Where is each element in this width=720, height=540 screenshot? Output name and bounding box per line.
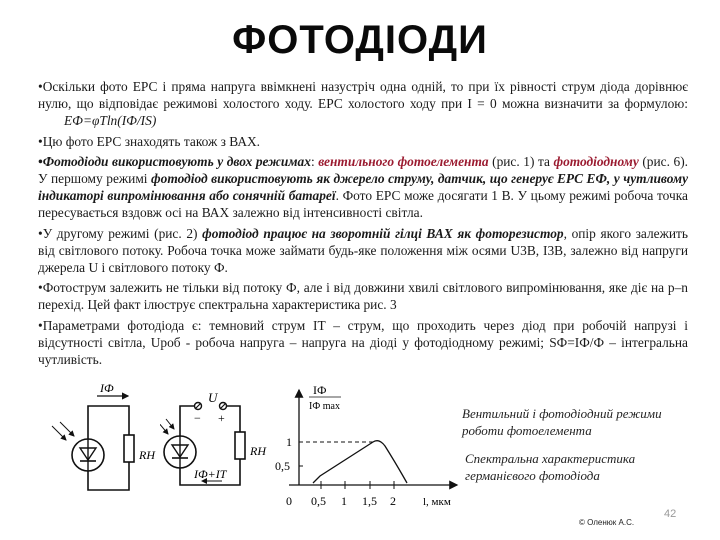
x-tick-05: 0,5: [311, 494, 326, 508]
x-axis-label: l, мкм: [423, 496, 451, 508]
paragraph-open-circuit: [38, 78, 688, 130]
highlight-photodiode-mode: фотодіодному: [553, 153, 639, 169]
y-axis-denominator: IФ max: [309, 401, 340, 412]
load-resistor-label: RН: [139, 448, 155, 462]
x-tick-15: 1,5: [362, 494, 377, 508]
x-tick-0: 0: [286, 494, 292, 508]
paragraph-second-mode: [38, 225, 688, 277]
emphasis-text: фотодіод працює на зворотній гілці ВАХ як фоторезистор: [202, 225, 564, 241]
slide-body: [38, 78, 688, 371]
paragraph-parameters: •Параметрами фотодіода є: темновий струм IT – струм, що проходить через діод при робочій напрузі і відсутності світла, Uроб - робоча напруга – напруга на діоді у фотодіодному режимі; SФ=IФ/Ф – інтегральна чутливість.: [38, 317, 688, 368]
emphasis-text: •Фотодіоди використовують у двох режимах: [38, 153, 311, 169]
page-number: 42: [664, 508, 677, 520]
y-tick-1: 1: [286, 435, 292, 449]
y-tick-05: 0,5: [275, 459, 290, 473]
paragraph-text: (рис. 1) та: [488, 153, 554, 169]
load-resistor-label: RН: [250, 444, 266, 458]
paragraph-text: (рис. 6). У першому режимі: [38, 153, 689, 187]
paragraph-photocurrent: •Фотострум залежить не тільки від потоку Ф, але і від довжини хвилі світлового випромінювання, яке діє на p–n перехід. Цей факт ілюструє спектральна характеристика рис. 3: [38, 280, 688, 313]
paragraph-vax: •Цю фото ЕРС знаходять також з ВАХ.: [38, 133, 261, 149]
x-tick-2: 2: [390, 494, 396, 508]
paragraph-modes: [38, 153, 688, 222]
emphasis-text: фотодіод використовують як джерело струму, датчик, що генерує ЕРС EФ, у чутливому індикаторі випромінювання або сонячній батареї: [38, 171, 689, 204]
photocurrent-label: IФ: [100, 382, 114, 395]
paragraph-text: , опір якого залежить від світлового потоку. Робоча точка може займати будь-яке положення між осями U3В, I3В, залежно від напруги джерела U і світлового потоку Ф.: [38, 225, 688, 276]
plus-terminal: +: [218, 411, 225, 425]
paragraph-text: . Фото ЕРС може досягати 1 В. У цьому режимі робоча точка пересувається вздовж осі на ВАХ залежно від інтенсивності світла.: [38, 188, 689, 221]
total-current-label: IФ+IT: [194, 467, 227, 481]
spectral-characteristic-chart: [275, 380, 465, 515]
x-tick-1: 1: [341, 494, 347, 508]
slide-title: ФОТОДІОДИ: [232, 18, 488, 62]
author-credit: © Оленюк А.С.: [579, 518, 635, 527]
punctuation: :: [310, 153, 319, 169]
caption-modes: Вентильний і фотодіодний режими роботи фотоелемента: [462, 406, 662, 438]
y-axis-numerator: IФ: [313, 383, 327, 397]
minus-terminal: −: [194, 411, 201, 425]
highlight-gate-mode: вентильного фотоелемента: [318, 153, 489, 169]
caption-spectral: Спектральна характеристика германієвого фотодіода: [465, 451, 636, 483]
paragraph-text: •У другому режимі (рис. 2): [38, 225, 203, 241]
photodiode-mode-circuit: [160, 382, 290, 502]
paragraph-text: •Оскільки фото ЕРС і пряма напруга ввімкнені назустріч одна одній, то при їх рівності струм діода дорівнює нулю, що відповідає режимові холостого ходу. ЕРС холостого ходу при I = 0 можна визначити за формулою:: [38, 79, 688, 112]
source-voltage-label: U: [208, 390, 218, 405]
emf-formula: EФ=φTln(IФ/IS): [64, 113, 157, 129]
gate-mode-circuit: [40, 382, 170, 502]
